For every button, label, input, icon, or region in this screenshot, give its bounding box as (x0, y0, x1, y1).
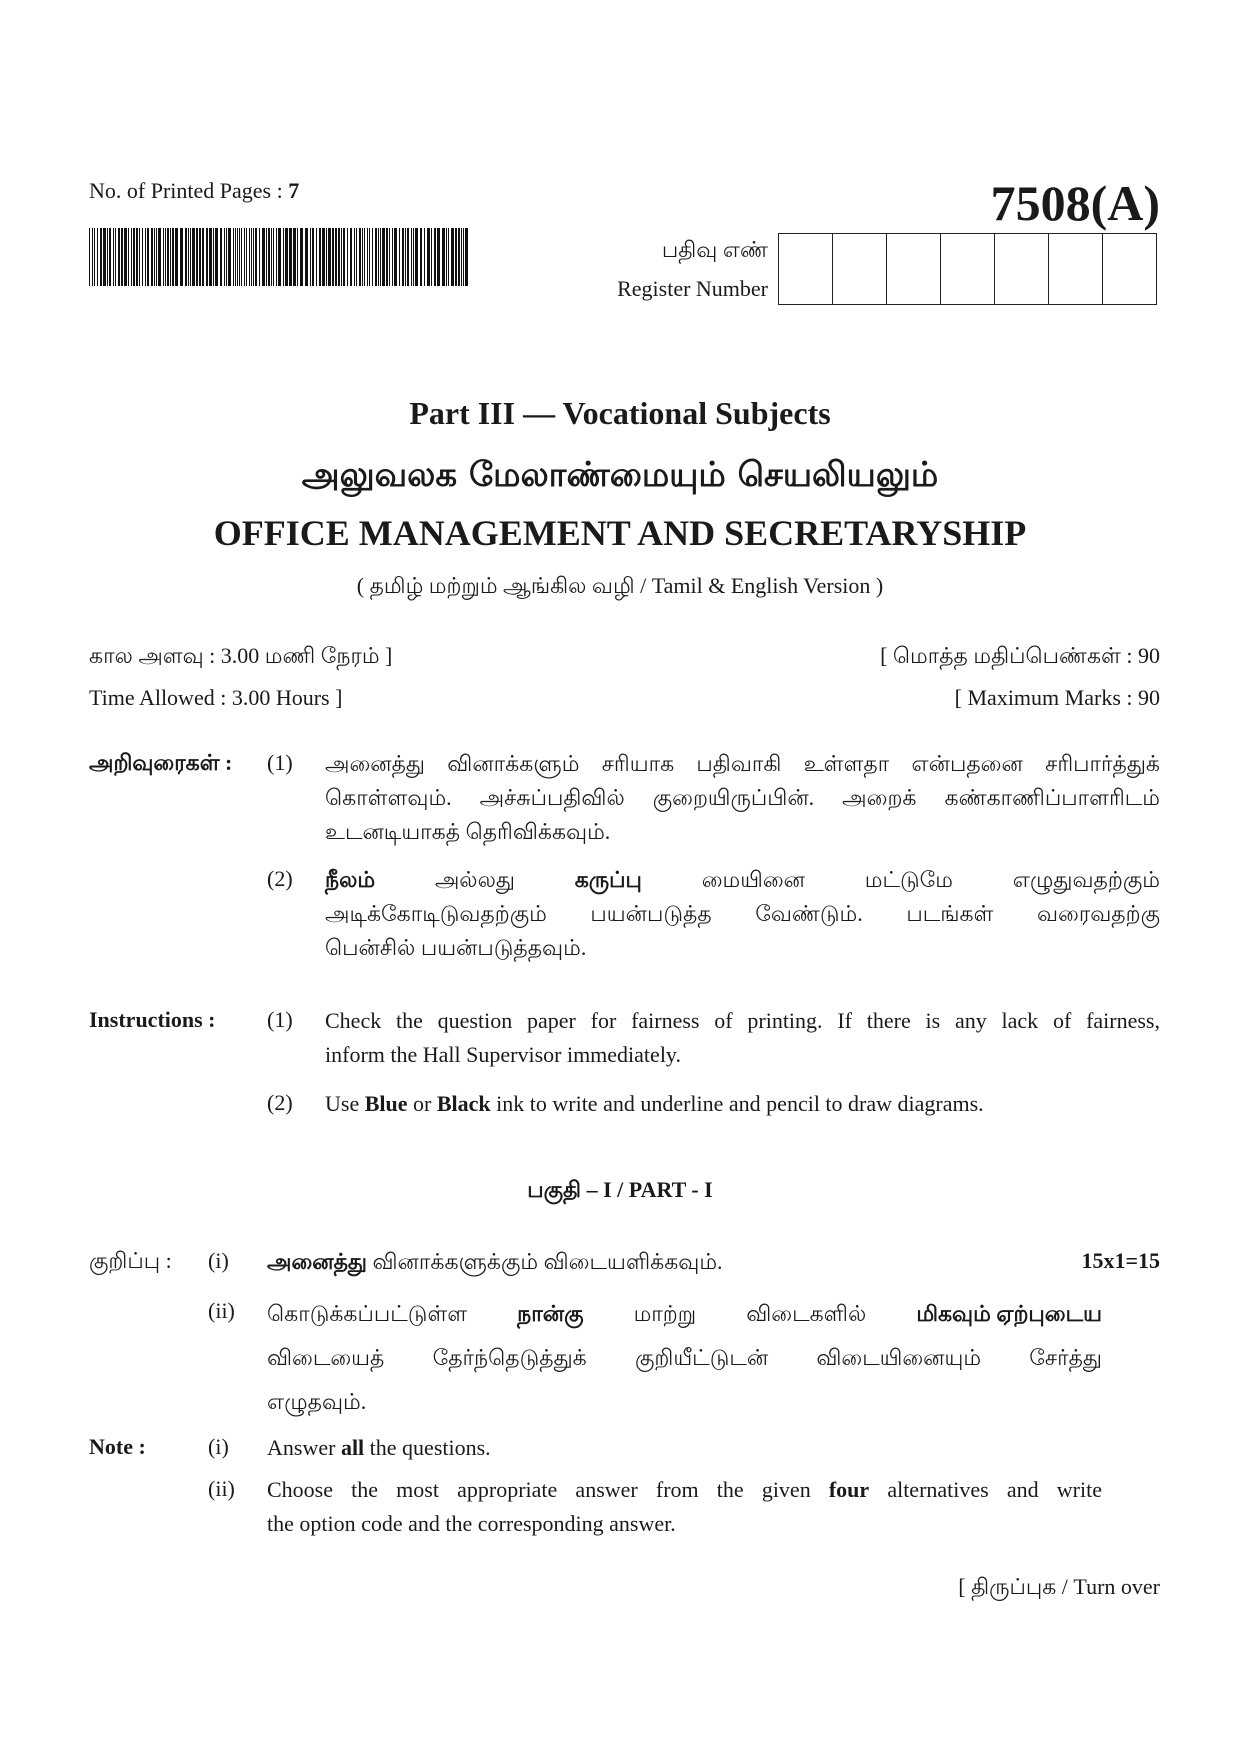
note-ta-1 (267, 1245, 723, 1279)
text: the questions. (364, 1435, 491, 1460)
note-number: (ii) (208, 1298, 235, 1323)
word-blue: Blue (364, 1091, 408, 1116)
instruction-ta-1 (325, 747, 1160, 849)
word-black: Black (436, 1091, 491, 1116)
word: எழுதுவதற்கும் (1012, 867, 1160, 892)
note-en-label: Note : (89, 1434, 146, 1459)
word-all: அனைத்து (267, 1249, 368, 1274)
instruction-number: (2) (267, 866, 293, 891)
subject-title-en: OFFICE MANAGEMENT AND SECRETARYSHIP (213, 513, 1027, 553)
note-line (267, 1473, 1102, 1507)
register-number-boxes[interactable] (778, 233, 1157, 305)
instructions-en-label: Instructions : (89, 1007, 216, 1032)
paper-code: 7508(A) (990, 175, 1160, 231)
part-title: Part III — Vocational Subjects (409, 395, 831, 431)
word-most-appropriate: மிகவும் ஏற்புடைய (916, 1301, 1102, 1326)
register-box[interactable] (995, 234, 1049, 304)
word: விடைகளில் (746, 1301, 867, 1326)
text: Answer (267, 1435, 341, 1460)
printed-pages-label: No. of Printed Pages : (89, 178, 289, 203)
section-marks: 15x1=15 (1081, 1248, 1160, 1273)
note-en-2 (267, 1473, 1102, 1541)
note-line: எழுதவும். (267, 1389, 367, 1414)
instruction-line: inform the Hall Supervisor immediately. (325, 1042, 681, 1067)
barcode (89, 228, 469, 286)
note-line: விடையைத் தேர்ந்தெடுத்துக் குறியீட்டுடன் விடையினையும் சேர்த்து (267, 1345, 1102, 1370)
subject-title-ta: அலுவலக மேலாண்மையும் செயலியலும் (301, 455, 939, 495)
instruction-ta-2 (325, 863, 1160, 965)
register-box[interactable] (1103, 234, 1156, 304)
word: மட்டுமே (864, 867, 953, 892)
instruction-en-2 (325, 1087, 1160, 1121)
note-number: (i) (208, 1248, 229, 1273)
note-number: (ii) (208, 1476, 235, 1501)
text: வினாக்களுக்கும் விடையளிக்கவும். (367, 1249, 723, 1274)
turn-over: [ திருப்புக / Turn over (958, 1574, 1160, 1599)
register-box[interactable] (941, 234, 995, 304)
word-four: four (828, 1477, 870, 1502)
note-line: the option code and the corresponding answer. (267, 1511, 676, 1536)
instruction-line: கொள்ளவும். அச்சுப்பதிவில் குறையிருப்பின். அறைக் கண்காணிப்பாளரிடம் (325, 785, 1160, 810)
printed-pages-value: 7 (288, 178, 300, 203)
instruction-en-1 (325, 1004, 1160, 1072)
instruction-line: அனைத்து வினாக்களும் சரியாக பதிவாகி உள்ளதா என்பதனை சரிபார்த்துக் (325, 751, 1160, 776)
note-ta-label: குறிப்பு : (89, 1248, 172, 1273)
text: ink to write and underline and pencil to draw diagrams. (490, 1091, 984, 1116)
note-line (267, 1292, 1102, 1336)
note-en-1 (267, 1431, 491, 1465)
instruction-line: உடனடியாகத் தெரிவிக்கவும். (325, 819, 611, 844)
word: கொடுக்கப்பட்டுள்ள (267, 1301, 468, 1326)
word: மாற்று (633, 1301, 697, 1326)
instruction-number: (1) (267, 750, 293, 775)
word-four: நான்கு (517, 1301, 584, 1326)
instruction-line (325, 863, 1160, 897)
max-marks-en: [ Maximum Marks : 90 (954, 685, 1160, 710)
time-allowed-en: Time Allowed : 3.00 Hours ] (89, 685, 343, 710)
instruction-line: பென்சில் பயன்படுத்தவும். (325, 935, 587, 960)
register-box[interactable] (779, 234, 833, 304)
instruction-line: அடிக்கோடிடுவதற்கும் பயன்படுத்த வேண்டும். படங்கள் வரைவதற்கு (325, 901, 1160, 926)
register-label-ta: பதிவு எண் (661, 237, 768, 262)
note-ta-2 (267, 1292, 1102, 1424)
register-label-en: Register Number (617, 276, 768, 301)
note-number: (i) (208, 1434, 229, 1459)
word: அல்லது (434, 867, 515, 892)
register-box[interactable] (833, 234, 887, 304)
instruction-number: (2) (267, 1090, 293, 1115)
text: or (407, 1091, 437, 1116)
word-all: all (340, 1435, 365, 1460)
instruction-number: (1) (267, 1007, 293, 1032)
instruction-line: Check the question paper for fairness of printing. If there is any lack of fairness, (325, 1008, 1160, 1033)
text: Choose the most appropriate answer from the given (267, 1477, 829, 1502)
text: alternatives and write (869, 1477, 1102, 1502)
text: Use (325, 1091, 365, 1116)
register-box[interactable] (1049, 234, 1103, 304)
printed-pages (89, 178, 299, 204)
part-heading: பகுதி – I / PART - I (527, 1177, 713, 1202)
instructions-ta-label: அறிவுரைகள் : (89, 750, 233, 775)
version-line: ( தமிழ் மற்றும் ஆங்கில வழி / Tamil & English Version ) (356, 573, 884, 598)
word-blue: நீலம் (325, 867, 376, 892)
word: மையினை (701, 867, 805, 892)
register-box[interactable] (887, 234, 941, 304)
word-black: கருப்பு (574, 867, 642, 892)
max-marks-ta: [ மொத்த மதிப்பெண்கள் : 90 (880, 643, 1160, 668)
time-allowed-ta: கால அளவு : 3.00 மணி நேரம் ] (89, 643, 393, 668)
